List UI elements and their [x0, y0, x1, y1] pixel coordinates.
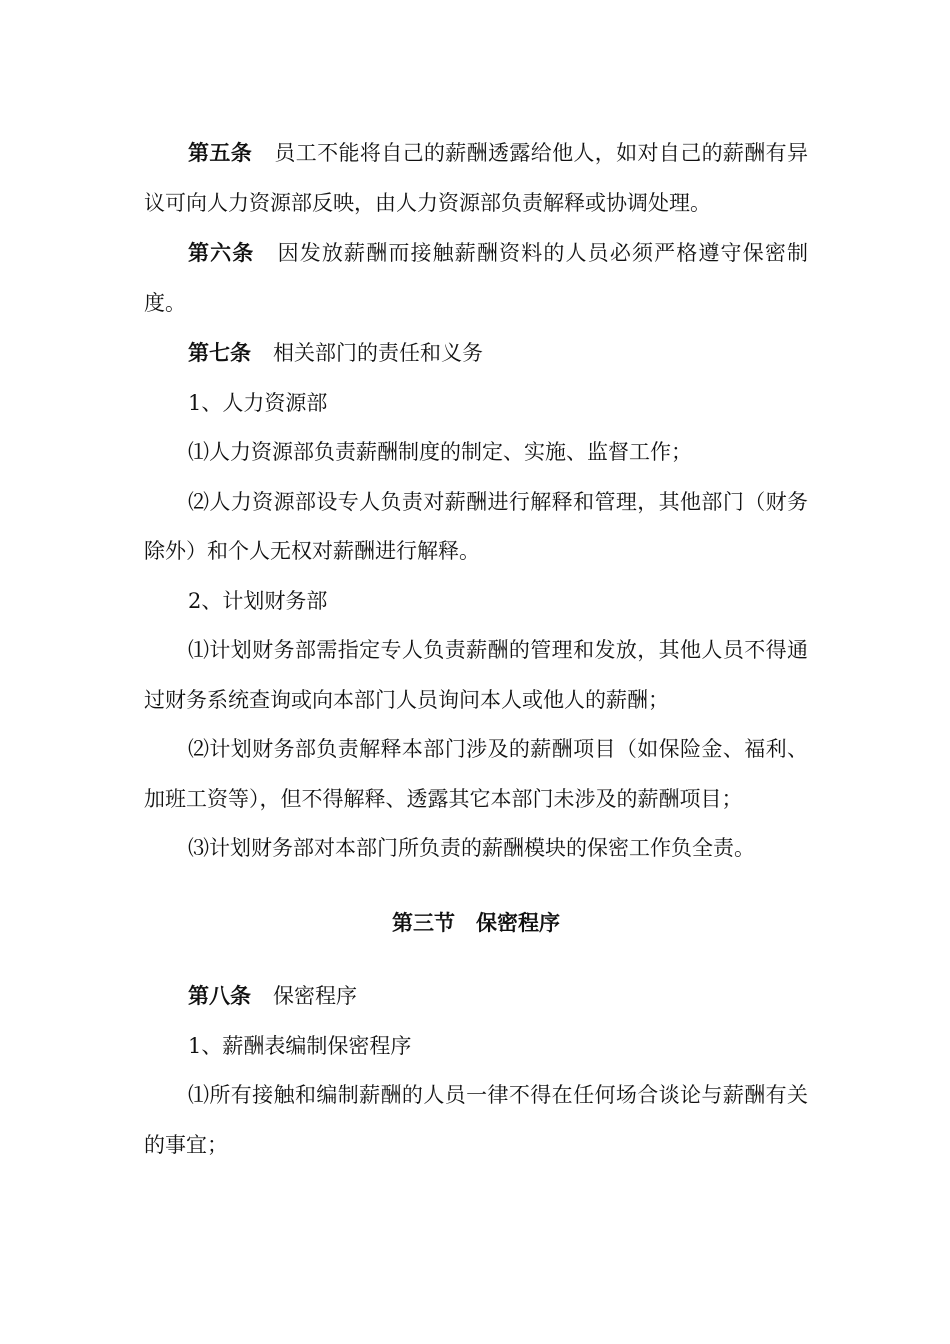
finance-item-3: ⑶计划财务部对本部门所负责的薪酬模块的保密工作负全责。: [188, 836, 755, 860]
article-7-label: 第七条: [188, 340, 251, 365]
document-page: [144, 128, 808, 1170]
article-8-text: 保密程序: [273, 984, 357, 1008]
article-8: [144, 971, 808, 1022]
article-7-text: 相关部门的责任和义务: [273, 341, 483, 365]
article-6-label: 第六条: [188, 240, 255, 265]
payroll-item-1: ⑴所有接触和编制薪酬的人员一律不得在任何场合谈论与薪酬有关的事宜；: [144, 1083, 808, 1157]
finance-item-2: ⑵计划财务部负责解释本部门涉及的薪酬项目（如保险金、福利、加班工资等），但不得解释、透露其它本部门未涉及的薪酬项目；: [144, 737, 808, 811]
article-5-label: 第五条: [188, 140, 253, 165]
article-7: [144, 328, 808, 379]
hr-item-2: ⑵人力资源部设专人负责对薪酬进行解释和管理，其他部门（财务除外）和个人无权对薪酬进行解释。: [144, 489, 808, 563]
article-5-text: 员工不能将自己的薪酬透露给他人，如对自己的薪酬有异议可向人力资源部反映，由人力资源部负责解释或协调处理。: [144, 141, 809, 215]
hr-item-1: ⑴人力资源部负责薪酬制度的制定、实施、监督工作；: [188, 440, 692, 464]
finance-item-1: ⑴计划财务部需指定专人负责薪酬的管理和发放，其他人员不得通过财务系统查询或向本部门人员询问本人或他人的薪酬；: [144, 638, 808, 712]
section-3-title: 第三节 保密程序: [392, 909, 560, 935]
article-6-text: 因发放薪酬而接触薪酬资料的人员必须严格遵守保密制度。: [144, 241, 809, 315]
hr-dept-title: 1、人力资源部: [188, 390, 328, 415]
article-8-label: 第八条: [188, 983, 251, 1008]
article-5: [144, 128, 808, 228]
finance-dept-title: 2、计划财务部: [188, 588, 328, 613]
payroll-procedure-title: 1、薪酬表编制保密程序: [188, 1033, 412, 1058]
article-6: [144, 228, 808, 328]
